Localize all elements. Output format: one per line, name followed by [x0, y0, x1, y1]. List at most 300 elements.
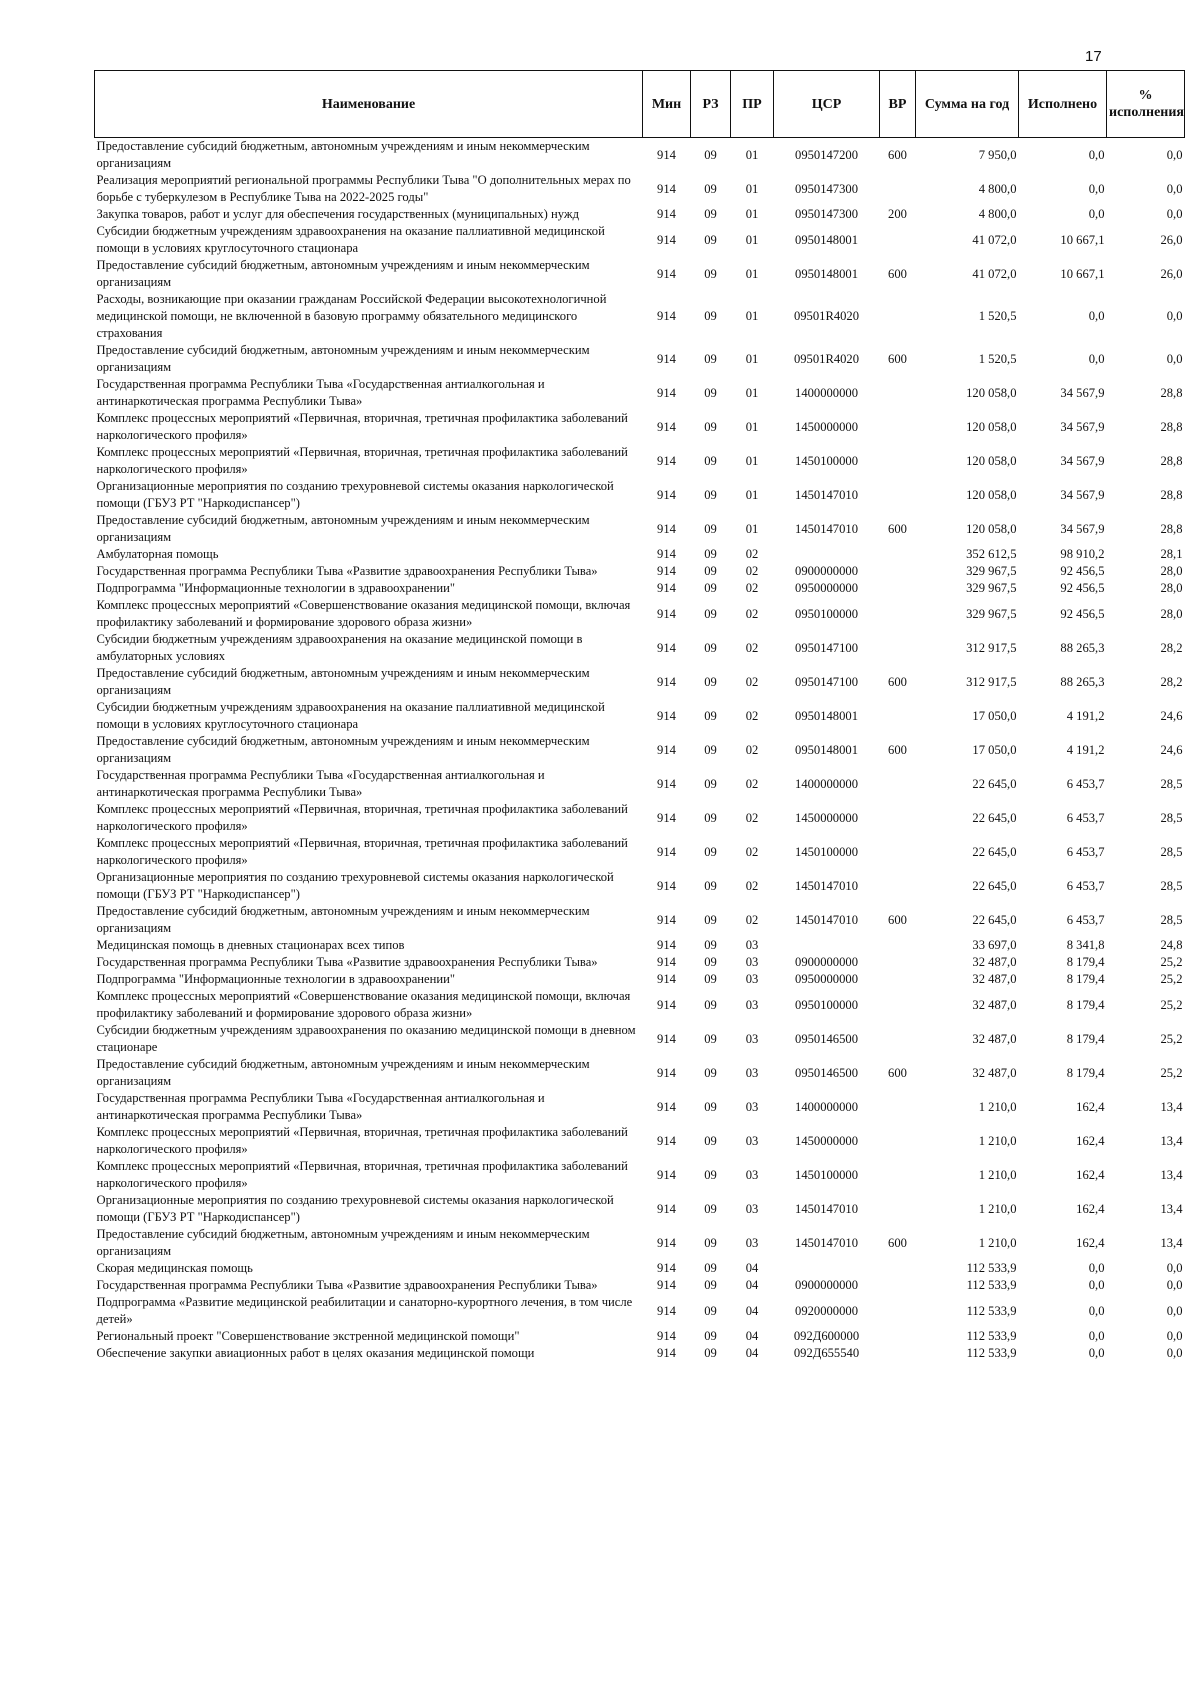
- cell-csr: 0950100000: [795, 606, 858, 621]
- table-row: [95, 971, 1185, 988]
- cell-min: 914: [657, 232, 676, 247]
- cell-sum: 22 645,0: [972, 776, 1017, 791]
- cell-pr: 03: [745, 1235, 759, 1250]
- cell-sum: 329 967,5: [966, 581, 1017, 595]
- header-csr: ЦСР: [774, 71, 880, 138]
- cell-vr: 600: [888, 351, 907, 366]
- cell-pct: 13,4: [1160, 1201, 1183, 1216]
- table-row: [95, 937, 1185, 954]
- cell-vr: [880, 1328, 916, 1345]
- cell-sum: 17 050,0: [972, 708, 1017, 723]
- table-row: [95, 1328, 1185, 1345]
- cell-csr: 0950000000: [795, 581, 858, 595]
- cell-csr: 1450147010: [795, 521, 858, 536]
- cell-pr: 02: [745, 640, 759, 655]
- cell-rz: 09: [704, 419, 717, 434]
- cell-csr: 092Д600000: [793, 1329, 860, 1343]
- cell-min: 914: [657, 1235, 676, 1250]
- cell-pr: 01: [745, 232, 759, 247]
- cell-sum: 120 058,0: [966, 521, 1017, 536]
- cell-sum: 32 487,0: [972, 997, 1017, 1012]
- cell-min: 914: [657, 708, 676, 723]
- cell-done: 88 265,3: [1060, 640, 1105, 655]
- cell-sum: 22 645,0: [972, 844, 1017, 859]
- table-row: [95, 801, 1185, 835]
- cell-pr: 03: [745, 955, 759, 969]
- cell-sum: 120 058,0: [966, 419, 1017, 434]
- header-vr: ВР: [880, 71, 916, 138]
- cell-rz: 09: [704, 487, 717, 502]
- cell-done: 0,0: [1088, 181, 1105, 196]
- cell-done: 8 179,4: [1066, 1031, 1105, 1046]
- cell-pr: 03: [745, 1031, 759, 1046]
- cell-rz: 09: [704, 1303, 717, 1318]
- cell-vr: [880, 376, 916, 410]
- cell-sum: 41 072,0: [972, 266, 1017, 281]
- cell-min: 914: [657, 266, 676, 281]
- cell-vr: [880, 801, 916, 835]
- cell-name: Предоставление субсидий бюджетным, автономным учреждениям и иным некоммерческим организациям: [96, 666, 590, 697]
- cell-name: Предоставление субсидий бюджетным, автономным учреждениям и иным некоммерческим организациям: [96, 1227, 590, 1258]
- cell-done: 92 456,5: [1060, 581, 1105, 595]
- cell-done: 0,0: [1088, 1329, 1105, 1343]
- cell-name: Государственная программа Республики Тыва «Развитие здравоохранения Республики Тыва»: [96, 955, 598, 969]
- table-row: [95, 257, 1185, 291]
- cell-done: 0,0: [1088, 1261, 1105, 1275]
- cell-pr: 04: [745, 1303, 759, 1318]
- cell-vr: [880, 835, 916, 869]
- cell-done: 6 453,7: [1066, 844, 1105, 859]
- cell-sum: 1 210,0: [978, 1167, 1017, 1182]
- cell-pr: 03: [745, 1133, 759, 1148]
- cell-pr: 03: [745, 1201, 759, 1216]
- cell-sum: 32 487,0: [972, 955, 1017, 969]
- cell-sum: 312 917,5: [966, 674, 1017, 689]
- cell-min: 914: [657, 309, 676, 323]
- cell-pr: 02: [745, 674, 759, 689]
- header-pr: ПР: [731, 71, 774, 138]
- cell-csr: 0950147100: [795, 674, 858, 689]
- cell-sum: 22 645,0: [972, 810, 1017, 825]
- cell-name: Амбулаторная помощь: [96, 547, 219, 561]
- cell-csr: 1450100000: [795, 1167, 858, 1182]
- cell-vr: 200: [888, 207, 907, 221]
- cell-vr: [880, 580, 916, 597]
- cell-rz: 09: [704, 1201, 717, 1216]
- cell-name: Государственная программа Республики Тыва «Развитие здравоохранения Республики Тыва»: [96, 1278, 598, 1292]
- cell-pct: 25,2: [1160, 997, 1183, 1012]
- cell-name: Субсидии бюджетным учреждениям здравоохранения на оказание паллиативной медицинской помощи в условиях круглосуточного стационара: [96, 224, 605, 255]
- cell-rz: 09: [704, 181, 717, 196]
- cell-pct: 26,0: [1160, 232, 1183, 247]
- cell-pct: 28,2: [1160, 674, 1183, 689]
- cell-done: 34 567,9: [1060, 419, 1105, 434]
- cell-done: 34 567,9: [1060, 521, 1105, 536]
- cell-vr: [880, 937, 916, 954]
- cell-pct: 28,8: [1160, 521, 1183, 536]
- cell-sum: 17 050,0: [972, 742, 1017, 757]
- cell-sum: 352 612,5: [966, 547, 1017, 561]
- cell-pct: 0,0: [1166, 1303, 1183, 1318]
- cell-name: Медицинская помощь в дневных стационарах всех типов: [96, 938, 405, 952]
- cell-vr: 600: [888, 912, 907, 927]
- cell-rz: 09: [704, 776, 717, 791]
- cell-min: 914: [657, 776, 676, 791]
- cell-rz: 09: [704, 564, 717, 578]
- cell-min: 914: [657, 1278, 676, 1292]
- cell-pr: 01: [745, 309, 759, 323]
- cell-sum: 4 800,0: [978, 181, 1017, 196]
- cell-pr: 02: [745, 581, 759, 595]
- cell-pct: 26,0: [1160, 266, 1183, 281]
- cell-min: 914: [657, 938, 676, 952]
- cell-sum: 7 950,0: [978, 147, 1017, 162]
- cell-csr: 1450000000: [795, 810, 858, 825]
- cell-name: Предоставление субсидий бюджетным, автономным учреждениям и иным некоммерческим организациям: [96, 513, 590, 544]
- cell-name: Субсидии бюджетным учреждениям здравоохранения на оказание паллиативной медицинской помощи в условиях круглосуточного стационара: [96, 700, 605, 731]
- cell-csr: 0950100000: [795, 997, 858, 1012]
- cell-name: Предоставление субсидий бюджетным, автономным учреждениям и иным некоммерческим организациям: [96, 904, 590, 935]
- cell-rz: 09: [704, 708, 717, 723]
- cell-rz: 09: [704, 1167, 717, 1182]
- cell-vr: [880, 988, 916, 1022]
- cell-min: 914: [657, 1329, 676, 1343]
- cell-vr: [880, 444, 916, 478]
- cell-min: 914: [657, 997, 676, 1012]
- table-row: [95, 733, 1185, 767]
- table-row: [95, 291, 1185, 342]
- table-row: [95, 376, 1185, 410]
- cell-rz: 09: [704, 878, 717, 893]
- cell-pr: 02: [745, 708, 759, 723]
- cell-sum: 312 917,5: [966, 640, 1017, 655]
- cell-min: 914: [657, 912, 676, 927]
- cell-pr: 01: [745, 385, 759, 400]
- cell-sum: 120 058,0: [966, 453, 1017, 468]
- cell-rz: 09: [704, 640, 717, 655]
- cell-sum: 32 487,0: [972, 1031, 1017, 1046]
- cell-pr: 02: [745, 844, 759, 859]
- cell-min: 914: [657, 1261, 676, 1275]
- cell-name: Комплекс процессных мероприятий «Совершенствование оказания медицинской помощи, включая профилактику заболеваний и формирование здорового образа жизни»: [96, 598, 631, 629]
- cell-done: 0,0: [1088, 351, 1105, 366]
- cell-min: 914: [657, 1346, 676, 1360]
- cell-rz: 09: [704, 912, 717, 927]
- table-row: [95, 631, 1185, 665]
- cell-pr: 03: [745, 972, 759, 986]
- cell-done: 0,0: [1088, 207, 1105, 221]
- cell-name: Подпрограмма "Информационные технологии в здравоохранении": [96, 972, 455, 986]
- cell-done: 0,0: [1088, 309, 1105, 323]
- cell-min: 914: [657, 1303, 676, 1318]
- cell-min: 914: [657, 453, 676, 468]
- table-row: [95, 1158, 1185, 1192]
- cell-pct: 28,5: [1160, 776, 1183, 791]
- cell-sum: 329 967,5: [966, 564, 1017, 578]
- cell-name: Государственная программа Республики Тыва «Государственная антиалкогольная и антинаркотическая программа Республики Тыва»: [96, 377, 545, 408]
- cell-sum: 1 520,5: [978, 309, 1017, 323]
- cell-pr: 01: [745, 453, 759, 468]
- table-row: [95, 954, 1185, 971]
- table-row: [95, 835, 1185, 869]
- cell-csr: 0950147200: [795, 147, 858, 162]
- cell-name: Организационные мероприятия по созданию трехуровневой системы оказания наркологической помощи (ГБУЗ РТ "Наркодиспансер"): [96, 1193, 614, 1224]
- table-row: [95, 1294, 1185, 1328]
- cell-pct: 24,6: [1160, 742, 1183, 757]
- cell-pct: 25,2: [1160, 955, 1183, 969]
- table-row: [95, 1124, 1185, 1158]
- cell-vr: 600: [888, 674, 907, 689]
- cell-min: 914: [657, 742, 676, 757]
- cell-vr: 600: [888, 147, 907, 162]
- cell-sum: 22 645,0: [972, 912, 1017, 927]
- cell-pr: 02: [745, 606, 759, 621]
- cell-vr: 600: [888, 1065, 907, 1080]
- cell-vr: [880, 597, 916, 631]
- cell-pct: 28,8: [1160, 419, 1183, 434]
- cell-min: 914: [657, 844, 676, 859]
- cell-sum: 112 533,9: [966, 1329, 1017, 1343]
- cell-pr: 01: [745, 181, 759, 196]
- cell-done: 92 456,5: [1060, 606, 1105, 621]
- cell-pct: 25,2: [1160, 972, 1183, 986]
- cell-csr: 0950146500: [795, 1065, 858, 1080]
- cell-csr: 1400000000: [795, 776, 858, 791]
- cell-vr: [880, 1345, 916, 1364]
- cell-vr: [880, 1124, 916, 1158]
- cell-csr: 0900000000: [795, 1278, 858, 1292]
- cell-min: 914: [657, 147, 676, 162]
- cell-pct: 0,0: [1166, 147, 1183, 162]
- cell-rz: 09: [704, 581, 717, 595]
- table-row: [95, 223, 1185, 257]
- cell-name: Организационные мероприятия по созданию трехуровневой системы оказания наркологической помощи (ГБУЗ РТ "Наркодиспансер"): [96, 479, 614, 510]
- cell-vr: [880, 1022, 916, 1056]
- table-row: [95, 903, 1185, 937]
- cell-rz: 09: [704, 1133, 717, 1148]
- cell-csr: 0920000000: [795, 1303, 858, 1318]
- cell-sum: 112 533,9: [966, 1261, 1017, 1275]
- table-row: [95, 1022, 1185, 1056]
- cell-done: 162,4: [1076, 1099, 1105, 1114]
- cell-rz: 09: [704, 1099, 717, 1114]
- cell-pct: 24,8: [1160, 938, 1183, 952]
- cell-sum: 4 800,0: [978, 207, 1017, 221]
- cell-rz: 09: [704, 606, 717, 621]
- cell-vr: [880, 1158, 916, 1192]
- cell-pct: 28,5: [1160, 810, 1183, 825]
- cell-done: 162,4: [1076, 1167, 1105, 1182]
- cell-rz: 09: [704, 742, 717, 757]
- cell-rz: 09: [704, 309, 717, 323]
- cell-sum: 1 210,0: [978, 1201, 1017, 1216]
- cell-sum: 112 533,9: [966, 1303, 1017, 1318]
- cell-csr: [774, 1260, 880, 1277]
- table-row: [95, 512, 1185, 546]
- cell-csr: 0900000000: [795, 564, 858, 578]
- cell-name: Комплекс процессных мероприятий «Первичная, вторичная, третичная профилактика заболеваний наркологического профиля»: [96, 802, 628, 833]
- cell-done: 4 191,2: [1066, 742, 1105, 757]
- cell-sum: 1 210,0: [978, 1133, 1017, 1148]
- cell-pct: 28,5: [1160, 912, 1183, 927]
- table-row: [95, 410, 1185, 444]
- cell-csr: 1400000000: [795, 1099, 858, 1114]
- cell-vr: [880, 631, 916, 665]
- cell-min: 914: [657, 385, 676, 400]
- cell-pct: 28,0: [1160, 606, 1183, 621]
- cell-rz: 09: [704, 1235, 717, 1250]
- cell-pct: 13,4: [1160, 1133, 1183, 1148]
- table-row: [95, 767, 1185, 801]
- cell-sum: 329 967,5: [966, 606, 1017, 621]
- cell-pr: 03: [745, 938, 759, 952]
- cell-name: Государственная программа Республики Тыва «Развитие здравоохранения Республики Тыва»: [96, 564, 598, 578]
- cell-name: Предоставление субсидий бюджетным, автономным учреждениям и иным некоммерческим организациям: [96, 343, 590, 374]
- cell-pr: 04: [745, 1329, 759, 1343]
- cell-sum: 112 533,9: [966, 1278, 1017, 1292]
- cell-pct: 0,0: [1166, 351, 1183, 366]
- cell-name: Реализация мероприятий региональной программы Республики Тыва "О дополнительных мерах по борьбе с туберкулезом в Республике Тыва на 2022-2025 годы": [96, 173, 631, 204]
- cell-vr: [880, 1090, 916, 1124]
- cell-vr: [880, 699, 916, 733]
- cell-done: 0,0: [1088, 147, 1105, 162]
- cell-csr: 0950147100: [795, 640, 858, 655]
- cell-pr: 02: [745, 912, 759, 927]
- cell-name: Обеспечение закупки авиационных работ в целях оказания медицинской помощи: [96, 1346, 535, 1360]
- table-row: [95, 1345, 1185, 1364]
- cell-pr: 01: [745, 351, 759, 366]
- cell-rz: 09: [704, 1346, 717, 1360]
- cell-pr: 03: [745, 1167, 759, 1182]
- cell-csr: 09501R4020: [793, 351, 860, 366]
- cell-done: 8 179,4: [1066, 1065, 1105, 1080]
- table-row: [95, 869, 1185, 903]
- cell-pct: 0,0: [1166, 309, 1183, 323]
- table-row: [95, 1192, 1185, 1226]
- table-row: [95, 206, 1185, 223]
- cell-pr: 03: [745, 1099, 759, 1114]
- cell-done: 0,0: [1088, 1346, 1105, 1360]
- cell-pct: 28,5: [1160, 878, 1183, 893]
- cell-rz: 09: [704, 351, 717, 366]
- cell-min: 914: [657, 521, 676, 536]
- cell-min: 914: [657, 487, 676, 502]
- cell-name: Предоставление субсидий бюджетным, автономным учреждениям и иным некоммерческим организациям: [96, 734, 590, 765]
- cell-vr: 600: [888, 742, 907, 757]
- cell-sum: 112 533,9: [966, 1346, 1017, 1360]
- cell-sum: 32 487,0: [972, 1065, 1017, 1080]
- cell-csr: 1450147010: [795, 487, 858, 502]
- cell-rz: 09: [704, 232, 717, 247]
- cell-min: 914: [657, 181, 676, 196]
- cell-done: 34 567,9: [1060, 453, 1105, 468]
- cell-pr: 02: [745, 564, 759, 578]
- cell-sum: 41 072,0: [972, 232, 1017, 247]
- cell-done: 8 179,4: [1066, 972, 1105, 986]
- cell-pr: 03: [745, 997, 759, 1012]
- cell-vr: [880, 563, 916, 580]
- cell-pct: 0,0: [1166, 1261, 1183, 1275]
- cell-name: Комплекс процессных мероприятий «Первичная, вторичная, третичная профилактика заболеваний наркологического профиля»: [96, 836, 628, 867]
- cell-name: Субсидии бюджетным учреждениям здравоохранения на оказание медицинской помощи в амбулаторных условиях: [96, 632, 583, 663]
- cell-done: 8 179,4: [1066, 997, 1105, 1012]
- cell-csr: 0950148001: [795, 708, 858, 723]
- budget-table: [94, 70, 1185, 1364]
- cell-done: 10 667,1: [1060, 266, 1105, 281]
- cell-name: Предоставление субсидий бюджетным, автономным учреждениям и иным некоммерческим организациям: [96, 139, 590, 170]
- cell-pct: 13,4: [1160, 1235, 1183, 1250]
- cell-done: 8 179,4: [1066, 955, 1105, 969]
- cell-pr: 04: [745, 1261, 759, 1275]
- cell-vr: [880, 869, 916, 903]
- cell-sum: 22 645,0: [972, 878, 1017, 893]
- cell-done: 10 667,1: [1060, 232, 1105, 247]
- cell-sum: 1 210,0: [978, 1235, 1017, 1250]
- cell-name: Комплекс процессных мероприятий «Совершенствование оказания медицинской помощи, включая профилактику заболеваний и формирование здорового образа жизни»: [96, 989, 631, 1020]
- cell-name: Предоставление субсидий бюджетным, автономным учреждениям и иным некоммерческим организациям: [96, 258, 590, 289]
- cell-pct: 0,0: [1166, 1278, 1183, 1292]
- header-rz: РЗ: [691, 71, 731, 138]
- cell-pr: 02: [745, 742, 759, 757]
- table-row: [95, 138, 1185, 173]
- cell-vr: 600: [888, 1235, 907, 1250]
- cell-csr: 1450147010: [795, 1235, 858, 1250]
- cell-csr: 1450147010: [795, 912, 858, 927]
- cell-vr: [880, 767, 916, 801]
- cell-pct: 13,4: [1160, 1099, 1183, 1114]
- cell-pr: 01: [745, 147, 759, 162]
- cell-pct: 0,0: [1166, 181, 1183, 196]
- cell-min: 914: [657, 581, 676, 595]
- cell-name: Комплекс процессных мероприятий «Первичная, вторичная, третичная профилактика заболеваний наркологического профиля»: [96, 1159, 628, 1190]
- cell-name: Комплекс процессных мероприятий «Первичная, вторичная, третичная профилактика заболеваний наркологического профиля»: [96, 445, 628, 476]
- cell-pr: 02: [745, 776, 759, 791]
- table-row: [95, 580, 1185, 597]
- cell-vr: [880, 291, 916, 342]
- cell-min: 914: [657, 1167, 676, 1182]
- cell-vr: [880, 1192, 916, 1226]
- cell-vr: [880, 223, 916, 257]
- cell-rz: 09: [704, 266, 717, 281]
- cell-csr: 1450000000: [795, 1133, 858, 1148]
- cell-min: 914: [657, 972, 676, 986]
- cell-csr: 1450100000: [795, 844, 858, 859]
- cell-done: 34 567,9: [1060, 487, 1105, 502]
- cell-rz: 09: [704, 972, 717, 986]
- cell-csr: 0950000000: [795, 972, 858, 986]
- table-row: [95, 444, 1185, 478]
- cell-done: 88 265,3: [1060, 674, 1105, 689]
- cell-csr: 092Д655540: [793, 1346, 860, 1360]
- cell-rz: 09: [704, 955, 717, 969]
- table-row: [95, 546, 1185, 563]
- table-row: [95, 1260, 1185, 1277]
- cell-sum: 32 487,0: [972, 972, 1017, 986]
- cell-done: 4 191,2: [1066, 708, 1105, 723]
- cell-name: Субсидии бюджетным учреждениям здравоохранения по оказанию медицинской помощи в дневном стационаре: [96, 1023, 636, 1054]
- cell-vr: [880, 478, 916, 512]
- cell-rz: 09: [704, 521, 717, 536]
- cell-min: 914: [657, 547, 676, 561]
- cell-pct: 0,0: [1166, 1329, 1183, 1343]
- table-row: [95, 563, 1185, 580]
- cell-pr: 04: [745, 1278, 759, 1292]
- cell-csr: 0950148001: [795, 232, 858, 247]
- cell-rz: 09: [704, 810, 717, 825]
- cell-csr: 1450100000: [795, 453, 858, 468]
- cell-min: 914: [657, 1099, 676, 1114]
- cell-min: 914: [657, 878, 676, 893]
